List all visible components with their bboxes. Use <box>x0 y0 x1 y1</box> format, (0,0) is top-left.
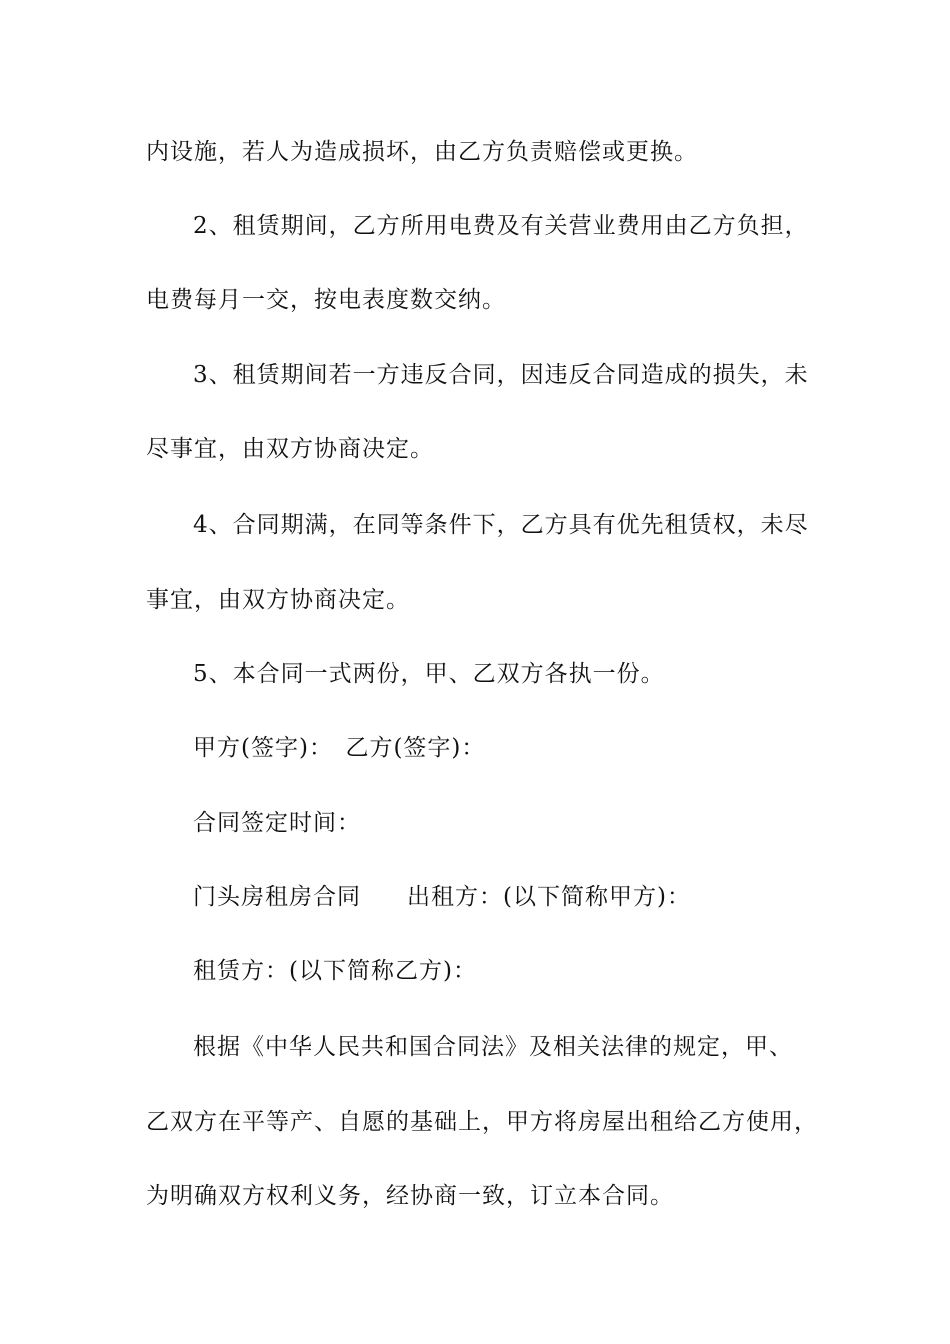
sign-date-line: 合同签定时间： <box>193 810 361 836</box>
intro-line-3: 为明确双方权利义务，经协商一致，订立本合同。 <box>146 1183 674 1209</box>
clause-5-line: 5、本合同一式两份，甲、乙双方各执一份。 <box>193 661 665 687</box>
contract-title: 门头房租房合同 <box>193 884 361 910</box>
intro-line-2: 乙双方在平等产、自愿的基础上，甲方将房屋出租给乙方使用， <box>146 1109 818 1135</box>
clause-2-line-1: 2、租赁期间，乙方所用电费及有关营业费用由乙方负担， <box>193 213 809 239</box>
clause-2-line-2: 电费每月一交，按电表度数交纳。 <box>146 287 506 313</box>
lessor-label: 出租方：(以下简称甲方)： <box>407 884 691 910</box>
clause-4-line-1: 4、合同期满，在同等条件下，乙方具有优先租赁权，未尽 <box>193 512 809 538</box>
clause-3-line-2: 尽事宜，由双方协商决定。 <box>146 436 434 462</box>
clause-4-line-2: 事宜，由双方协商决定。 <box>146 587 410 613</box>
text-line-facility-damage: 内设施，若人为造成损坏，由乙方负责赔偿或更换。 <box>146 139 698 165</box>
lessee-label: 租赁方：(以下简称乙方)： <box>193 958 477 984</box>
contract-title-line <box>193 882 691 912</box>
intro-line-1: 根据《中华人民共和国合同法》及相关法律的规定，甲、 <box>193 1034 793 1060</box>
signature-line: 甲方(签字)： 乙方(签字)： <box>193 735 486 761</box>
clause-3-line-1: 3、租赁期间若一方违反合同，因违反合同造成的损失，未 <box>193 362 809 388</box>
